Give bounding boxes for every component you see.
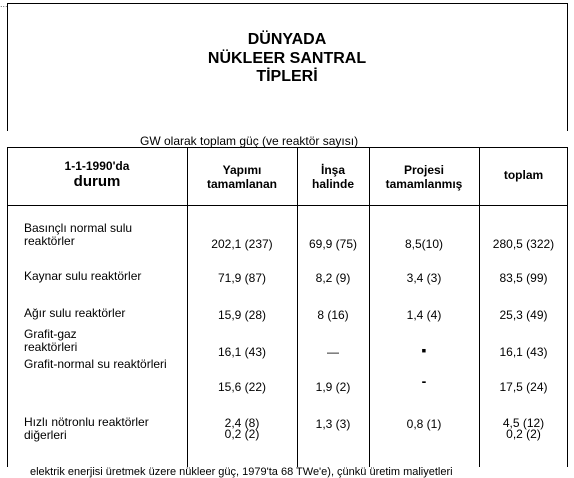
cell-heavy-water-project: 1,4 (4)	[406, 308, 442, 322]
cell-graphite-water-construction: 1,9 (2)	[315, 380, 351, 394]
row-label-heavy-water: Ağır sulu reaktörler	[24, 306, 126, 320]
cell-graphite-gas-project: ▪	[421, 342, 427, 358]
page-title-line-2: NÜKLEER SANTRAL	[207, 50, 367, 67]
cell-graphite-water-project: -	[421, 373, 427, 389]
cell-boiling-construction: 8,2 (9)	[315, 271, 351, 285]
cell-graphite-water-total: 17,5 (24)	[499, 380, 548, 394]
row-label-fast-neutron: Hızlı nötronlu reaktörler diğerleri	[24, 415, 149, 442]
cell-others-total: 0,2 (2)	[506, 427, 541, 441]
cell-boiling-project: 3,4 (3)	[406, 271, 442, 285]
row-label-graphite-water: Grafit-normal su reaktörleri	[24, 357, 167, 371]
cell-graphite-water-completed: 15,6 (22)	[217, 380, 267, 394]
cell-graphite-gas-completed: 16,1 (43)	[217, 345, 267, 359]
column-header-completed: Yapımı tamamlanan	[206, 163, 278, 191]
row-label-pressurized: Basınçlı normal sulu reaktörler	[24, 221, 133, 248]
column-header-under-construction: İnşa halinde	[311, 163, 354, 191]
cell-pressurized-total: 280,5 (322)	[492, 237, 555, 251]
row-label-boiling: Kaynar sulu reaktörler	[24, 269, 142, 283]
cell-heavy-water-total: 25,3 (49)	[499, 308, 548, 322]
corner-header-date: 1-1-1990'da	[64, 159, 130, 173]
cell-fast-neutron-completed: 2,4 (8) 0,2 (2)	[187, 418, 297, 440]
cell-pressurized-construction: 69,9 (75)	[308, 237, 358, 251]
row-label-graphite-gas: Grafit-gaz reaktörleri	[24, 327, 78, 354]
bottom-cut-text: elektrik enerjisi üretmek üzere nükleer güç, 1979'ta 68 TWe'e), çünkü üretim maliyetleri	[30, 466, 453, 478]
cell-pressurized-project: 8,5(10)	[404, 237, 444, 251]
cell-boiling-total: 83,5 (99)	[499, 271, 548, 285]
cell-others-completed: 0,2 (2)	[224, 427, 260, 441]
cell-graphite-gas-construction: —	[327, 345, 339, 359]
top-cut-text: ...	[0, 0, 8, 9]
cell-pressurized-completed: 202,1 (237)	[211, 237, 273, 251]
corner-header-status: durum	[73, 173, 121, 190]
corner-header	[7, 159, 187, 190]
cell-fast-neutron-construction: 1,3 (3)	[315, 417, 351, 431]
header-divider	[7, 205, 568, 206]
cell-fast-neutron-project: 0,8 (1)	[406, 417, 442, 431]
cell-heavy-water-construction: 8 (16)	[317, 308, 349, 322]
cell-boiling-completed: 71,9 (87)	[217, 271, 267, 285]
page-title-line-3: TİPLERİ	[256, 68, 318, 85]
page-title-line-1: DÜNYADA	[247, 31, 327, 48]
table-subtitle: GW olarak toplam güç (ve reaktör sayısı)	[140, 134, 359, 148]
cell-fast-neutron-total: 4,5 (12) 0,2 (2)	[479, 418, 568, 440]
column-header-total: toplam	[503, 168, 544, 182]
column-header-project-completed: Projesi tamamlanmış	[385, 163, 463, 191]
cell-graphite-gas-total: 16,1 (43)	[499, 345, 548, 359]
cell-heavy-water-completed: 15,9 (28)	[217, 308, 267, 322]
